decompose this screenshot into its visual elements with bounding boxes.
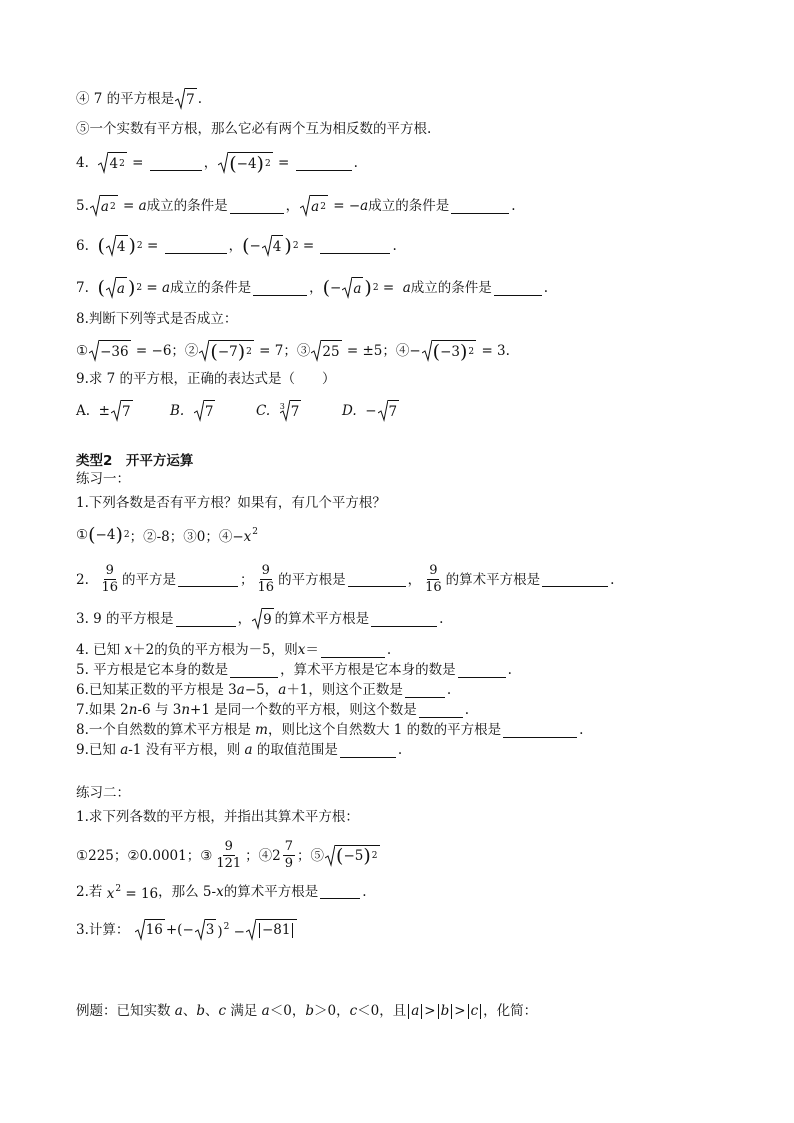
practice-1-q1-items: ① ( −4 ) 2 ；②-8；③0；$④-x^2$ [76, 523, 259, 546]
question-9: 9.求 7 的平方根，正确的表达式是（ ） [76, 371, 336, 387]
answer-blank[interactable] [150, 156, 202, 171]
practice-1-heading: 练习一： [76, 471, 130, 487]
question-8-items: ① −36 = −6；② ( −7 ) 2 = 7；③ 25 = ±5；④− ( −3 ) 2 = 3. [76, 340, 510, 363]
question-5: 5. a 2 = a 成立的条件是 ， a 2 = −a 成立的条件是 . [76, 195, 734, 217]
practice-2-q3: 3.计算： 16 +(− 3 )$^2$ − −81 [76, 918, 734, 941]
option-d[interactable]: D. − 7 [342, 400, 400, 422]
practice-1-q3: 3. 9 的平方根是 ， 9 的算术平方根是 . [76, 608, 734, 630]
practice-1-q9: 9.已知 a-1 没有平方根，则 a 的取值范围是 . [76, 742, 403, 758]
sqrt-7: 7 [175, 88, 197, 110]
answer-blank[interactable] [405, 683, 445, 698]
answer-blank[interactable] [494, 281, 542, 296]
question-6: 6. ( 4 ) 2 = ， ( − 4 ) 2 = . [76, 235, 397, 257]
statement-4: ④ 7 的平方根是 7 . [76, 88, 734, 110]
answer-blank[interactable] [340, 743, 396, 758]
practice-2-q1-items: ①225；②0.0001；③ $\frac{9}{121}$ ；④2 $\frac{7}{9}$ ；⑤ ( −5 ) 2 [76, 839, 378, 871]
answer-blank[interactable] [176, 612, 236, 627]
practice-2-q1: 1.求下列各数的平方根，并指出其算术平方根： [76, 809, 359, 825]
answer-blank[interactable] [320, 239, 390, 254]
answer-blank[interactable] [178, 572, 238, 587]
option-b[interactable]: B. 7 [170, 400, 256, 422]
practice-1-q8: 8.一个自然数的算术平方根是 m ，则比这个自然数大 1 的数的平方根是 . [76, 722, 584, 738]
answer-blank[interactable] [348, 572, 406, 587]
answer-blank[interactable] [419, 703, 463, 718]
practice-1-q5: 5. 平方根是它本身的数是 ，算术平方根是它本身的数是 . [76, 662, 512, 678]
question-4: 4. 4 2 = ， ( −4 ) 2 = . [76, 152, 358, 175]
practice-2-heading: 练习二： [76, 785, 130, 801]
practice-1-q6: 6.已知某正数的平方根是 3a−5，a＋1 ，则这个正数是 . [76, 682, 452, 698]
option-a[interactable]: A. ± 7 [76, 400, 170, 422]
answer-blank[interactable] [296, 156, 352, 171]
answer-blank[interactable] [230, 663, 278, 678]
answer-blank[interactable] [321, 643, 385, 658]
practice-1-q2: 2. $\frac{9}{16}$ 的平方是 ； $\frac{9}{16}$ 的平方根是 ， $\frac{9}{16}$ 的算术平方根是 . [76, 563, 615, 595]
practice-1-q1: 1.下列各数是否有平方根？如果有，有几个平方根？ [76, 495, 386, 511]
answer-blank[interactable] [542, 572, 608, 587]
answer-blank[interactable] [165, 239, 227, 254]
practice-1-q4: 4. 已知 x＋2 的负的平方根为－5，则 x ＝ . [76, 642, 392, 658]
answer-blank[interactable] [458, 663, 506, 678]
statement-5: ⑤一个实数有平方根，那么它必有两个互为相反数的平方根. [76, 121, 432, 137]
answer-blank[interactable] [253, 281, 307, 296]
question-7: 7. ( a ) 2 = a 成立的条件是 ， ( − a ) 2 = a 成立的条件是 . [76, 277, 549, 299]
option-c[interactable]: C. 3 7 [256, 400, 342, 422]
answer-blank[interactable] [371, 612, 437, 627]
section-heading: 类型2 开平方运算 [76, 453, 194, 469]
practice-1-q7: 7.如果 2n-6 与 3n+1 是同一个数的平方根，则这个数是 . [76, 702, 470, 718]
question-9-options [76, 400, 734, 422]
answer-blank[interactable] [230, 199, 284, 214]
question-8: 8.判断下列等式是否成立： [76, 311, 238, 327]
answer-blank[interactable] [503, 723, 577, 738]
answer-blank[interactable] [320, 884, 360, 899]
practice-2-q2: 2.若 $x^2 = 16$ ，那么 5- x 的算术平方根是 . [76, 883, 367, 902]
answer-blank[interactable] [451, 199, 509, 214]
example: 例题：已知实数 a、b、c 满足 a＜0，b＞0，c＜0 ，且 a > b > c ，化简： [76, 1002, 538, 1019]
